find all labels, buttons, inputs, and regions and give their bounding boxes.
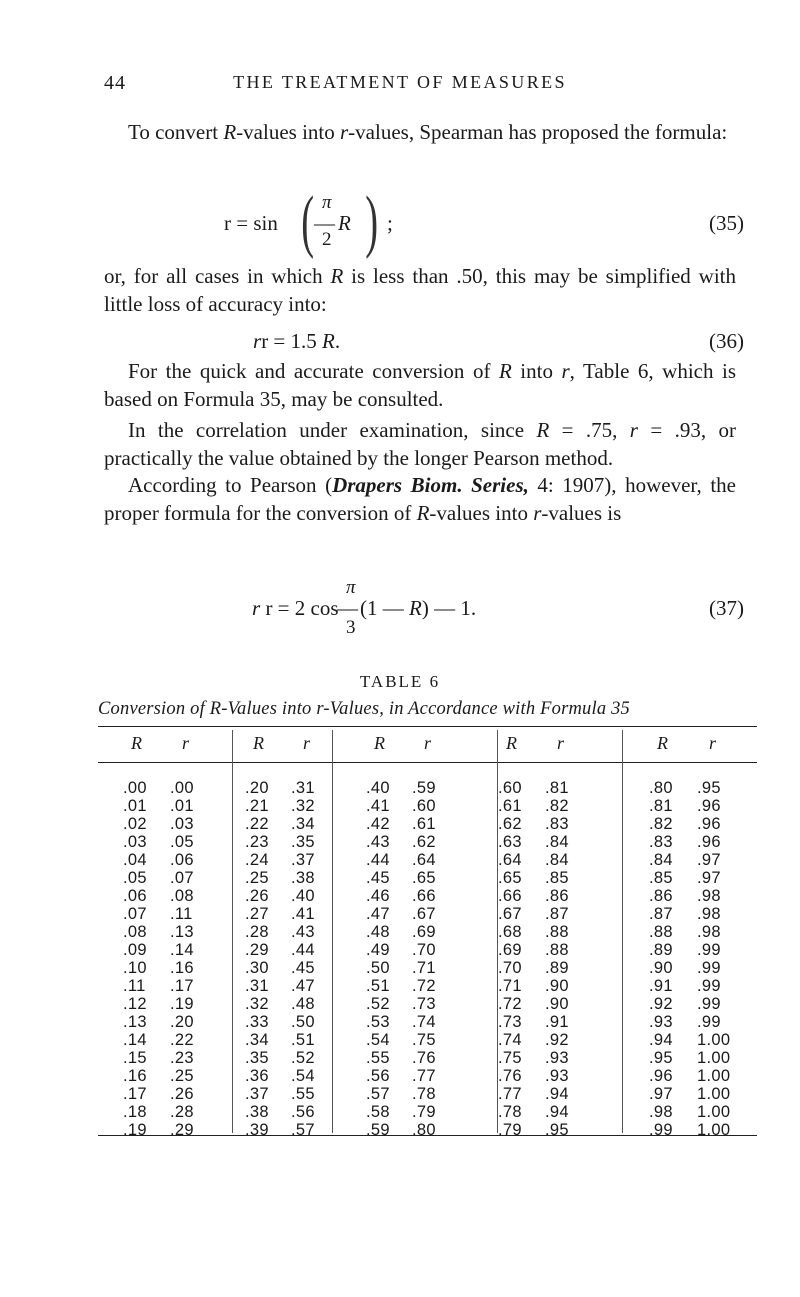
- table-cell-r: .94: [545, 1085, 569, 1103]
- example-paragraph: In the correlation under examination, since R = .75, r = .93, or practically the value obtained by the longer Pearson method.: [104, 418, 736, 470]
- table-cell-R: .22: [245, 815, 269, 833]
- table-cell-R: .83: [649, 833, 673, 851]
- table-cell-R: .62: [498, 815, 522, 833]
- table-cell-r: .17: [170, 977, 194, 995]
- table-cell-r: .06: [170, 851, 194, 869]
- table-cell-r: .41: [291, 905, 315, 923]
- table-column-header-r: R: [131, 733, 142, 753]
- table-cell-R: .32: [245, 995, 269, 1013]
- table-cell-r: .98: [697, 923, 721, 941]
- table-cell-r: .65: [412, 869, 436, 887]
- table-cell-R: .70: [498, 959, 522, 977]
- table-cell-r: .59: [412, 779, 436, 797]
- table-cell-r: 1.00: [697, 1103, 731, 1121]
- table-cell-R: .67: [498, 905, 522, 923]
- formula-37-dash: —: [337, 596, 358, 620]
- table-cell-r: .32: [291, 797, 315, 815]
- table-cell-R: .23: [245, 833, 269, 851]
- table-cell-R: .81: [649, 797, 673, 815]
- table-cell-R: .71: [498, 977, 522, 995]
- table-cell-R: .99: [649, 1121, 673, 1139]
- table-column-divider: [497, 730, 498, 1133]
- table-cell-r: .05: [170, 833, 194, 851]
- table-cell-r: .51: [291, 1031, 315, 1049]
- table-cell-R: .31: [245, 977, 269, 995]
- table-cell-R: .28: [245, 923, 269, 941]
- table-cell-r: .44: [291, 941, 315, 959]
- table-cell-r: .07: [170, 869, 194, 887]
- table-cell-r: 1.00: [697, 1121, 731, 1139]
- table-cell-r: .25: [170, 1067, 194, 1085]
- table-cell-R: .88: [649, 923, 673, 941]
- table-cell-r: .75: [412, 1031, 436, 1049]
- table-cell-R: .68: [498, 923, 522, 941]
- table-cell-r: .90: [545, 977, 569, 995]
- table-cell-r: .93: [545, 1067, 569, 1085]
- table-cell-R: .24: [245, 851, 269, 869]
- table-cell-r: .38: [291, 869, 315, 887]
- formula-37-rest: (1 — R) — 1.: [360, 596, 477, 620]
- table-cell-R: .35: [245, 1049, 269, 1067]
- formula-37-lhs: r r = 2 cos: [252, 596, 339, 620]
- table-cell-R: .05: [123, 869, 147, 887]
- table-cell-R: .73: [498, 1013, 522, 1031]
- table-cell-R: .63: [498, 833, 522, 851]
- table-cell-R: .91: [649, 977, 673, 995]
- table-cell-r: .69: [412, 923, 436, 941]
- table-cell-r: .19: [170, 995, 194, 1013]
- table-cell-r: .92: [545, 1031, 569, 1049]
- table-cell-r: .67: [412, 905, 436, 923]
- table-cell-R: .20: [245, 779, 269, 797]
- table-cell-R: .44: [366, 851, 390, 869]
- table-cell-R: .86: [649, 887, 673, 905]
- table-cell-r: .70: [412, 941, 436, 959]
- formula-35-lhs: r = sin: [224, 211, 278, 235]
- table-cell-r: .56: [291, 1103, 315, 1121]
- table-cell-R: .36: [245, 1067, 269, 1085]
- table-cell-R: .39: [245, 1121, 269, 1139]
- formula-35-dash: —: [314, 211, 335, 235]
- table-cell-r: .85: [545, 869, 569, 887]
- table-cell-r: .84: [545, 851, 569, 869]
- table-cell-r: .03: [170, 815, 194, 833]
- formula-35-R: R: [338, 211, 351, 235]
- table-cell-r: .22: [170, 1031, 194, 1049]
- table-cell-R: .43: [366, 833, 390, 851]
- formula-36-number: (36): [709, 329, 744, 353]
- formula-37-number: (37): [709, 596, 744, 620]
- table-cell-r: .66: [412, 887, 436, 905]
- table-cell-r: .81: [545, 779, 569, 797]
- table-cell-r: .77: [412, 1067, 436, 1085]
- table-cell-r: .08: [170, 887, 194, 905]
- table-cell-R: .72: [498, 995, 522, 1013]
- table-cell-R: .01: [123, 797, 147, 815]
- table-top-rule: [98, 726, 757, 727]
- table-cell-R: .08: [123, 923, 147, 941]
- table-cell-R: .60: [498, 779, 522, 797]
- table-cell-R: .27: [245, 905, 269, 923]
- table-cell-R: .18: [123, 1103, 147, 1121]
- table-reference-paragraph: For the quick and accurate conversion of R into r, Table 6, which is based on Formula 35, may be consulted.: [104, 359, 737, 411]
- table-cell-R: .26: [245, 887, 269, 905]
- table-cell-r: .54: [291, 1067, 315, 1085]
- table-cell-R: .06: [123, 887, 147, 905]
- table-cell-R: .09: [123, 941, 147, 959]
- table-cell-r: .50: [291, 1013, 315, 1031]
- table-cell-R: .25: [245, 869, 269, 887]
- table-cell-R: .45: [366, 869, 390, 887]
- table-column-header-r: r: [182, 733, 190, 753]
- table-cell-R: .37: [245, 1085, 269, 1103]
- table-cell-r: .97: [697, 869, 721, 887]
- table-cell-r: .34: [291, 815, 315, 833]
- table-cell-R: .42: [366, 815, 390, 833]
- table-cell-r: .14: [170, 941, 194, 959]
- table-cell-R: .48: [366, 923, 390, 941]
- table-header-rule: [98, 762, 757, 763]
- table-cell-R: .66: [498, 887, 522, 905]
- table-cell-r: .86: [545, 887, 569, 905]
- table-cell-R: .75: [498, 1049, 522, 1067]
- table-cell-R: .51: [366, 977, 390, 995]
- table-column-header-r: r: [303, 733, 311, 753]
- table-cell-R: .80: [649, 779, 673, 797]
- table-column-header-r: R: [253, 733, 264, 753]
- table-cell-R: .65: [498, 869, 522, 887]
- table-cell-R: .64: [498, 851, 522, 869]
- table-cell-r: .72: [412, 977, 436, 995]
- table-cell-R: .41: [366, 797, 390, 815]
- table-cell-r: .99: [697, 977, 721, 995]
- table-cell-r: .99: [697, 1013, 721, 1031]
- table-cell-r: .91: [545, 1013, 569, 1031]
- table-cell-r: .95: [545, 1121, 569, 1139]
- table-cell-r: .48: [291, 995, 315, 1013]
- table-cell-R: .38: [245, 1103, 269, 1121]
- table-cell-r: .79: [412, 1103, 436, 1121]
- table-cell-R: .92: [649, 995, 673, 1013]
- table-cell-r: .87: [545, 905, 569, 923]
- table-cell-r: .57: [291, 1121, 315, 1139]
- table-cell-r: .83: [545, 815, 569, 833]
- table-cell-R: .16: [123, 1067, 147, 1085]
- table-title: TABLE 6: [359, 672, 441, 691]
- table-cell-r: .35: [291, 833, 315, 851]
- table-cell-r: .96: [697, 797, 721, 815]
- pearson-paragraph: According to Pearson (Drapers Biom. Series, 4: 1907), however, the proper formula for the conversion of R-values into r-values is: [104, 473, 736, 525]
- table-cell-R: .87: [649, 905, 673, 923]
- table-cell-R: .90: [649, 959, 673, 977]
- table-cell-R: .12: [123, 995, 147, 1013]
- table-cell-R: .61: [498, 797, 522, 815]
- table-cell-R: .59: [366, 1121, 390, 1139]
- table-cell-R: .19: [123, 1121, 147, 1139]
- table-cell-R: .98: [649, 1103, 673, 1121]
- table-cell-r: .43: [291, 923, 315, 941]
- table-cell-R: .77: [498, 1085, 522, 1103]
- table-cell-r: .13: [170, 923, 194, 941]
- table-cell-r: .47: [291, 977, 315, 995]
- table-cell-R: .95: [649, 1049, 673, 1067]
- table-cell-R: .69: [498, 941, 522, 959]
- table-cell-r: .96: [697, 833, 721, 851]
- formula-35-pi: π: [322, 192, 332, 213]
- table-cell-R: .07: [123, 905, 147, 923]
- table-cell-r: .95: [697, 779, 721, 797]
- table-cell-r: .71: [412, 959, 436, 977]
- table-cell-R: .40: [366, 779, 390, 797]
- table-cell-R: .85: [649, 869, 673, 887]
- table-cell-r: .73: [412, 995, 436, 1013]
- table-cell-r: 1.00: [697, 1067, 731, 1085]
- formula-35-number: (35): [709, 211, 744, 235]
- table-cell-R: .58: [366, 1103, 390, 1121]
- table-cell-R: .02: [123, 815, 147, 833]
- table-cell-r: .26: [170, 1085, 194, 1103]
- table-cell-r: .01: [170, 797, 194, 815]
- table-cell-r: .93: [545, 1049, 569, 1067]
- table-column-divider: [332, 730, 333, 1133]
- table-cell-R: .52: [366, 995, 390, 1013]
- table-cell-r: .11: [170, 905, 193, 923]
- table-cell-r: .97: [697, 851, 721, 869]
- table-cell-R: .89: [649, 941, 673, 959]
- table-cell-r: .89: [545, 959, 569, 977]
- table-cell-r: .60: [412, 797, 436, 815]
- table-cell-r: .84: [545, 833, 569, 851]
- table-cell-R: .13: [123, 1013, 147, 1031]
- table-cell-r: .40: [291, 887, 315, 905]
- table-cell-r: .37: [291, 851, 315, 869]
- table-cell-r: 1.00: [697, 1049, 731, 1067]
- table-cell-R: .00: [123, 779, 147, 797]
- table-cell-r: .45: [291, 959, 315, 977]
- table-cell-r: .90: [545, 995, 569, 1013]
- table-cell-r: .76: [412, 1049, 436, 1067]
- table-cell-r: .00: [170, 779, 194, 797]
- table-cell-R: .29: [245, 941, 269, 959]
- formula-36-expression: rr = 1.5 R.: [253, 329, 341, 353]
- table-cell-R: .94: [649, 1031, 673, 1049]
- table-column-header-r: R: [657, 733, 668, 753]
- table-column-divider: [622, 730, 623, 1133]
- table-cell-R: .56: [366, 1067, 390, 1085]
- table-caption: Conversion of R-Values into r-Values, in Accordance with Formula 35: [98, 699, 631, 719]
- running-title: THE TREATMENT OF MEASURES: [233, 72, 567, 92]
- formula-35-close-paren: ): [365, 183, 379, 260]
- table-cell-R: .82: [649, 815, 673, 833]
- simplify-paragraph: or, for all cases in which R is less than .50, this may be simplified with little loss of accuracy into:: [104, 264, 736, 316]
- table-cell-r: 1.00: [697, 1031, 731, 1049]
- table-cell-r: .55: [291, 1085, 315, 1103]
- table-cell-R: .10: [123, 959, 147, 977]
- table-cell-r: .20: [170, 1013, 194, 1031]
- table-column-header-r: R: [374, 733, 385, 753]
- table-cell-R: .34: [245, 1031, 269, 1049]
- formula-35-open-paren: (: [301, 183, 315, 260]
- table-cell-r: .28: [170, 1103, 194, 1121]
- table-cell-R: .47: [366, 905, 390, 923]
- table-cell-R: .33: [245, 1013, 269, 1031]
- page-header: [0, 72, 800, 98]
- table-cell-R: .55: [366, 1049, 390, 1067]
- formula-37: [104, 577, 744, 637]
- table-cell-r: .31: [291, 779, 315, 797]
- formula-37-denominator: 3: [346, 617, 356, 638]
- formula-35-denominator: 2: [322, 229, 332, 250]
- table-cell-R: .57: [366, 1085, 390, 1103]
- table-cell-R: .14: [123, 1031, 147, 1049]
- table-cell-r: .99: [697, 941, 721, 959]
- table-cell-r: .78: [412, 1085, 436, 1103]
- table-cell-r: 1.00: [697, 1085, 731, 1103]
- table-cell-r: .62: [412, 833, 436, 851]
- table-column-header-r: R: [506, 733, 517, 753]
- table-cell-R: .11: [123, 977, 146, 995]
- table-cell-R: .97: [649, 1085, 673, 1103]
- table-cell-r: .96: [697, 815, 721, 833]
- table-cell-r: .16: [170, 959, 194, 977]
- intro-paragraph: To convert R-values into r-values, Spearman has proposed the formula:: [128, 120, 728, 144]
- table-cell-r: .29: [170, 1121, 194, 1139]
- table-cell-R: .96: [649, 1067, 673, 1085]
- table-cell-R: .17: [123, 1085, 147, 1103]
- table-column-header-r: r: [557, 733, 565, 753]
- table-cell-R: .78: [498, 1103, 522, 1121]
- table-cell-r: .52: [291, 1049, 315, 1067]
- formula-35-semicolon: ;: [387, 211, 393, 235]
- table-cell-R: .21: [245, 797, 269, 815]
- table-cell-r: .88: [545, 941, 569, 959]
- table-cell-r: .94: [545, 1103, 569, 1121]
- table-cell-r: .88: [545, 923, 569, 941]
- table-cell-R: .93: [649, 1013, 673, 1031]
- table-cell-R: .15: [123, 1049, 147, 1067]
- table-cell-R: .79: [498, 1121, 522, 1139]
- table-column-header-r: r: [709, 733, 717, 753]
- table-cell-R: .04: [123, 851, 147, 869]
- table-cell-r: .98: [697, 887, 721, 905]
- table-cell-R: .84: [649, 851, 673, 869]
- table-cell-R: .50: [366, 959, 390, 977]
- table-cell-R: .49: [366, 941, 390, 959]
- table-cell-r: .74: [412, 1013, 436, 1031]
- table-cell-R: .76: [498, 1067, 522, 1085]
- table-cell-r: .82: [545, 797, 569, 815]
- table-cell-r: .64: [412, 851, 436, 869]
- table-cell-r: .61: [412, 815, 436, 833]
- table-cell-r: .99: [697, 995, 721, 1013]
- table-cell-r: .23: [170, 1049, 194, 1067]
- formula-35: [104, 183, 744, 260]
- page-number: 44: [104, 72, 126, 94]
- table-cell-R: .03: [123, 833, 147, 851]
- table-column-divider: [232, 730, 233, 1133]
- table-cell-r: .98: [697, 905, 721, 923]
- table-cell-r: .80: [412, 1121, 436, 1139]
- table-column-header-r: r: [424, 733, 432, 753]
- table-cell-R: .74: [498, 1031, 522, 1049]
- formula-37-pi: π: [346, 577, 356, 598]
- table-cell-r: .99: [697, 959, 721, 977]
- table-cell-R: .54: [366, 1031, 390, 1049]
- table-cell-R: .30: [245, 959, 269, 977]
- table-cell-R: .53: [366, 1013, 390, 1031]
- table-cell-R: .46: [366, 887, 390, 905]
